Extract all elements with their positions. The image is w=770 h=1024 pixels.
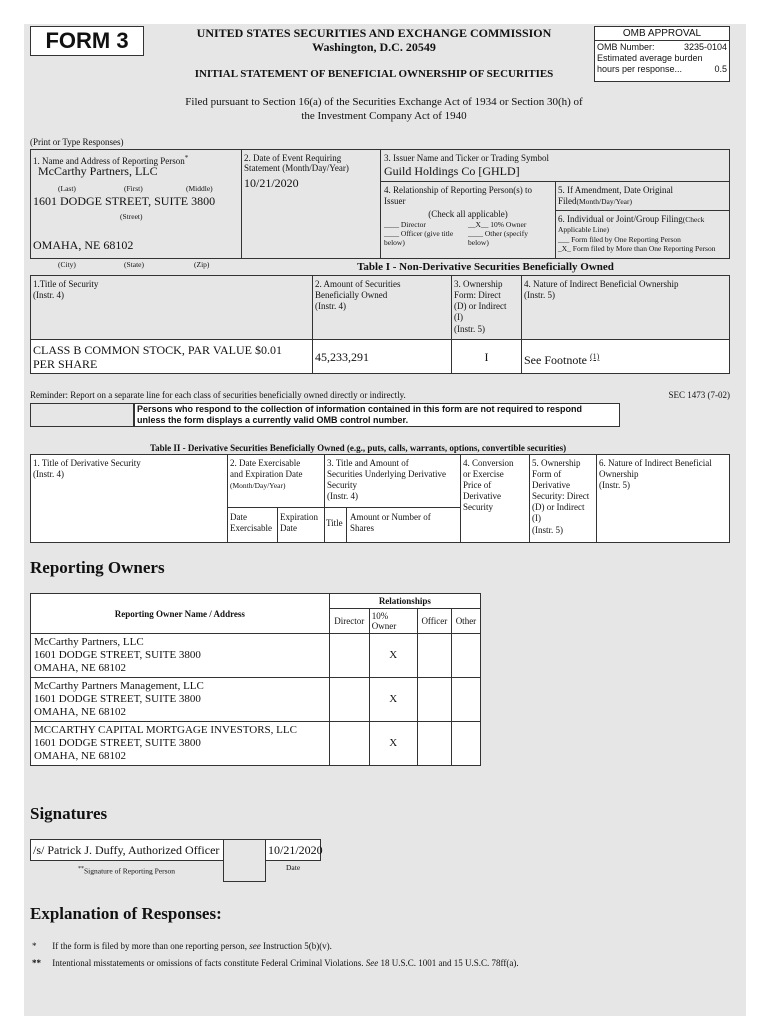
table2-col6-label: 6. Nature of Indirect Beneficial [599, 458, 712, 468]
underlying-amount-label: Amount or Number of [350, 512, 431, 522]
officer-cell [417, 634, 451, 678]
omb-approval-title: OMB APPROVAL [595, 27, 729, 41]
check-all-label: (Check all applicable) [428, 209, 508, 219]
underlying-amount-label-2: Shares [350, 523, 374, 533]
first-label: (First) [124, 184, 143, 193]
owner-name: McCarthy Partners, LLC [34, 636, 144, 648]
state-label: (State) [124, 260, 144, 269]
reporting-person-name: McCarthy Partners, LLC [38, 164, 158, 178]
one-person-option: ___ Form filed by One Reporting Person [558, 235, 681, 244]
owner-name-header: Reporting Owner Name / Address [31, 594, 330, 634]
issuer-value: Guild Holdings Co [GHLD] [384, 164, 520, 178]
omb-number: 3235-0104 [683, 42, 727, 52]
signature-label: Signature of Reporting Person [84, 866, 176, 876]
table2-col4-label-2: or Exercise [463, 469, 504, 479]
filed-pursuant-line1: Filed pursuant to Section 16(a) of the Securities Exchange Act of 1934 or Section 30(h) of [185, 96, 583, 108]
director-header: Director [329, 609, 369, 634]
ten-pct-owner-option: __X__ 10% Owner [468, 220, 527, 229]
table2-col3-label: 3. Title and Amount of [327, 458, 409, 468]
note1-see: see [249, 941, 261, 951]
nature-of-ownership: See Footnote [524, 353, 587, 367]
table-row [31, 678, 481, 722]
filed-pursuant-line2: the Investment Company Act of 1940 [301, 110, 467, 122]
table2-col1-label: 1. Title of Derivative Security [33, 458, 141, 468]
table2-col2-format: (Month/Day/Year) [230, 481, 286, 490]
table2-col6-label-2: Ownership [599, 469, 639, 479]
expiration-date-label-2: Date [280, 523, 297, 533]
multi-person-option: _X_ Form filed by More than One Reporting Person [558, 244, 716, 253]
table2-col5-label-4: Security: Direct [532, 491, 590, 501]
table1-col4-instr: (Instr. 5) [524, 290, 555, 300]
table2-col3-label-2: Securities Underlying Derivative [327, 469, 446, 479]
box5-label-1: 5. If Amendment, Date Original [558, 185, 673, 195]
event-date-value: 10/21/2020 [244, 176, 299, 190]
persons-notice-line1: Persons who respond to the collection of information contained in this form are not required to respond [137, 404, 583, 414]
owner-city: OMAHA, NE 68102 [34, 706, 126, 718]
notice-left-cell [30, 403, 134, 427]
other-cell [451, 634, 480, 678]
other-option-2: below) [468, 238, 489, 247]
box6-label-small-2: Applicable Line) [558, 225, 610, 234]
table1-col3-instr: (Instr. 5) [454, 324, 485, 334]
director-option: ____ Director [384, 220, 426, 229]
footnote-link[interactable]: (1) [590, 352, 600, 361]
owner-cell [31, 634, 330, 678]
note2-see: See [365, 958, 379, 968]
box2-label-1: 2. Date of Event Requiring [244, 153, 342, 163]
print-note: (Print or Type Responses) [30, 137, 124, 147]
table1-col3-label-2: Form: Direct [454, 290, 501, 300]
note2-text: Intentional misstatements or omissions of facts constitute Federal Criminal Violations. [52, 958, 364, 968]
last-label: (Last) [58, 184, 76, 193]
box6-label: 6. Individual or Joint/Group Filing [558, 214, 683, 224]
table2-col5-label-6: (I) [532, 513, 541, 523]
agency-name: UNITED STATES SECURITIES AND EXCHANGE COMMISSION [196, 26, 552, 40]
box2-label-2: Statement (Month/Day/Year) [244, 163, 349, 173]
owner-label: Owner [371, 621, 397, 631]
officer-option: ____ Officer (give title [384, 229, 454, 238]
officer-cell [417, 678, 451, 722]
reporting-owners-heading: Reporting Owners [30, 558, 165, 577]
officer-header: Officer [417, 609, 451, 634]
signature-gap-cell [223, 839, 266, 882]
underlying-title-label: Title [326, 518, 343, 528]
box4-label-2: Issuer [384, 196, 406, 206]
box1-label: 1. Name and Address of Reporting Person [33, 156, 185, 166]
table1-col3-label: 3. Ownership [454, 279, 503, 289]
box3-label: 3. Issuer Name and Ticker or Trading Symbol [384, 153, 549, 163]
ten-pct-owner-cell: X [369, 634, 417, 678]
table-row [31, 722, 481, 766]
table2-col3-label-3: Security [327, 480, 357, 490]
table2-col4-label-4: Derivative [463, 491, 501, 501]
box4-label-1: 4. Relationship of Reporting Person(s) to [384, 185, 532, 195]
burden-label: Estimated average burden [597, 53, 703, 63]
director-cell [329, 722, 369, 766]
security-title-line2: PER SHARE [33, 357, 98, 371]
box6-label-small: (Check [682, 215, 705, 224]
owner-cell [31, 678, 330, 722]
table1-col4-label: 4. Nature of Indirect Beneficial Ownership [524, 279, 679, 289]
note2-ref: 18 U.S.C. 1001 and 15 U.S.C. 78ff(a). [380, 958, 519, 968]
city-label: (City) [58, 260, 76, 269]
signature-date: 10/21/2020 [268, 843, 323, 857]
burden-value: 0.5 [714, 64, 727, 74]
street-label: (Street) [120, 212, 143, 221]
ten-pct-owner-header [369, 609, 417, 634]
other-option: ____ Other (specify [468, 229, 528, 238]
ownership-form: I [484, 350, 489, 364]
owner-address: 1601 DODGE STREET, SUITE 3800 [34, 737, 201, 749]
city-value: OMAHA, NE 68102 [33, 238, 134, 252]
box5-label-small: (Month/Day/Year) [576, 197, 632, 206]
table2-col5-label-2: Form of [532, 469, 562, 479]
agency-location: Washington, D.C. 20549 [312, 40, 436, 54]
date-exercisable-label: Date [230, 512, 247, 522]
table1-col3-label-4: (I) [454, 312, 463, 322]
table1-title: Table I - Non-Derivative Securities Beneficially Owned [357, 261, 614, 273]
form-title: FORM 3 [30, 26, 144, 56]
explanation-heading: Explanation of Responses: [30, 904, 222, 923]
sec-code: SEC 1473 (7-02) [668, 390, 730, 400]
table1-col3-label-3: (D) or Indirect [454, 301, 507, 311]
omb-approval-box [594, 26, 730, 82]
table2-col4-label-5: Security [463, 502, 493, 512]
note2-mark: ** [32, 958, 41, 968]
relationships-header: Relationships [329, 594, 480, 609]
table2-col5-label-3: Derivative [532, 480, 570, 490]
date-label: Date [286, 863, 301, 872]
owner-city: OMAHA, NE 68102 [34, 662, 126, 674]
table2-col1-instr: (Instr. 4) [33, 469, 64, 479]
director-cell [329, 634, 369, 678]
table-row [31, 634, 481, 678]
signatures-heading: Signatures [30, 804, 108, 823]
owner-name: MCCARTHY CAPITAL MORTGAGE INVESTORS, LLC [34, 724, 297, 736]
table2-col4-label: 4. Conversion [463, 458, 514, 468]
note1-ref: Instruction 5(b)(v). [262, 941, 332, 951]
owner-cell [31, 722, 330, 766]
street-value: 1601 DODGE STREET, SUITE 3800 [33, 194, 216, 208]
officer-option-2: below) [384, 238, 405, 247]
persons-notice-line2: unless the form displays a currently valid OMB control number. [137, 415, 409, 425]
table2-col5-instr: (Instr. 5) [532, 525, 563, 535]
owner-address: 1601 DODGE STREET, SUITE 3800 [34, 649, 201, 661]
ten-pct-label: 10% [371, 611, 389, 621]
owner-address: 1601 DODGE STREET, SUITE 3800 [34, 693, 201, 705]
table1-col2-label-2: Beneficially Owned [315, 290, 388, 300]
table1-col1-label: 1.Title of Security [33, 279, 99, 289]
table2-col2-label: 2. Date Exercisable [230, 458, 301, 468]
note1-mark: * [32, 941, 37, 951]
zip-label: (Zip) [194, 260, 210, 269]
note1-text: If the form is filed by more than one reporting person, [52, 941, 247, 951]
table1-col2-instr: (Instr. 4) [315, 301, 346, 311]
table2-col4-label-3: Price of [463, 480, 492, 490]
signer-name: /s/ Patrick J. Duffy, Authorized Officer [33, 843, 220, 857]
reminder-text: Reminder: Report on a separate line for each class of securities beneficially owned directly or indirectly. [30, 390, 406, 400]
sig-label-mark: ** [78, 866, 84, 872]
table2-col3-instr: (Instr. 4) [327, 491, 358, 501]
ten-pct-owner-cell: X [369, 722, 417, 766]
table2-col2-label-2: and Expiration Date [230, 469, 303, 479]
table1-col1-instr: (Instr. 4) [33, 290, 64, 300]
reporting-owners-table [30, 593, 481, 766]
burden-label-2: hours per response... [597, 64, 683, 74]
middle-label: (Middle) [186, 184, 213, 193]
ten-pct-owner-cell: X [369, 678, 417, 722]
expiration-date-label: Expiration [280, 512, 318, 522]
other-cell [451, 722, 480, 766]
table2-col6-instr: (Instr. 5) [599, 480, 630, 490]
other-cell [451, 678, 480, 722]
statement-title: INITIAL STATEMENT OF BENEFICIAL OWNERSHIP OF SECURITIES [194, 68, 554, 80]
table1-col2-label: 2. Amount of Securities [315, 279, 401, 289]
omb-number-label: OMB Number: [597, 42, 655, 52]
table2-col5-label-5: (D) or Indirect [532, 502, 585, 512]
box5-label-2: Filed [558, 196, 577, 206]
form-page [24, 24, 746, 1016]
owner-city: OMAHA, NE 68102 [34, 750, 126, 762]
owner-name: McCarthy Partners Management, LLC [34, 680, 204, 692]
securities-amount: 45,233,291 [315, 350, 369, 364]
security-title-line1: CLASS B COMMON STOCK, PAR VALUE $0.01 [33, 343, 282, 357]
asterisk-mark: * [184, 154, 189, 162]
director-cell [329, 678, 369, 722]
table2-col5-label: 5. Ownership [532, 458, 581, 468]
date-exercisable-label-2: Exercisable [230, 523, 272, 533]
other-header: Other [451, 609, 480, 634]
officer-cell [417, 722, 451, 766]
table2-title: Table II - Derivative Securities Beneficially Owned (e.g., puts, calls, warrants, options, convertible securities) [150, 443, 567, 453]
